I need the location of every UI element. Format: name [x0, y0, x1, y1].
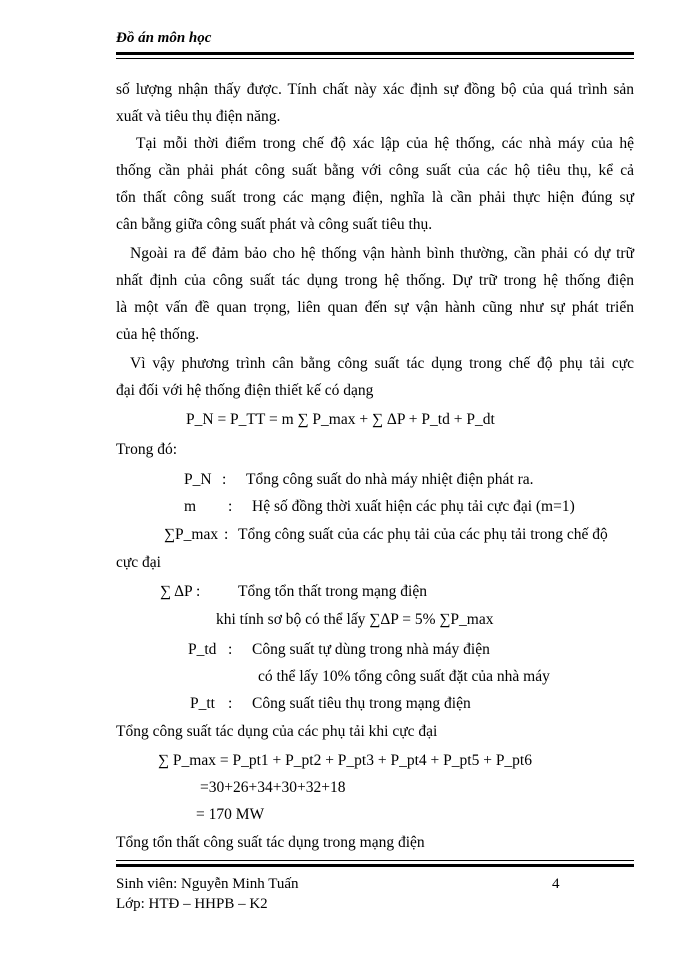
pmax-sum-equation: ∑ P_max = P_pt1 + P_pt2 + P_pt3 + P_pt4 + P_pt5 + P_pt6 [158, 752, 532, 769]
pn-symbol: P_N [184, 471, 212, 488]
m-symbol: m [184, 498, 197, 515]
ptt-definition: Công suất tiêu thụ trong mạng điện [252, 695, 471, 712]
page-number: 4 [552, 876, 560, 892]
paragraph-3-line-2: nhất định của công suất tác dụng trong hệ thống. Dự trữ trong hệ thống điện [116, 272, 634, 289]
footer-rule-thin [116, 860, 634, 861]
paragraph-3-line-4: của hệ thống. [116, 326, 200, 343]
m-definition: Hệ số đồng thời xuất hiện các phụ tải cực đại (m=1) [252, 498, 575, 515]
pmax-heading: Tổng công suất tác dụng của các phụ tải khi cực đại [116, 723, 438, 740]
header-title: Đồ án môn học [116, 30, 212, 46]
delta-p-symbol: ∑ ΔP : [160, 583, 201, 600]
power-balance-equation: P_N = P_TT = m ∑ P_max + ∑ ΔP + P_td + P_dt [186, 411, 495, 428]
ptd-symbol: P_td [188, 641, 217, 658]
pmax-symbol: ∑P_max [164, 526, 219, 543]
paragraph-1-line-2: xuất và tiêu thụ điện năng. [116, 108, 281, 125]
pmax-definition: Tổng công suất của các phụ tải của các phụ tải trong chế độ [238, 526, 608, 543]
pmax-sum-values: =30+26+34+30+32+18 [200, 779, 346, 796]
paragraph-3-line-3: là một vấn đề quan trọng, liên quan đến sự vận hành cũng như sự phát triển [116, 299, 634, 316]
loss-heading: Tổng tổn thất công suất tác dụng trong mạng điện [116, 834, 425, 851]
where-label: Trong đó: [116, 441, 178, 458]
paragraph-4-line-2: đại đối với hệ thống điện thiết kế có dạng [116, 382, 374, 399]
ptd-note: có thể lấy 10% tổng công suất đặt của nhà máy [258, 668, 550, 685]
paragraph-1-line-1: số lượng nhận thấy được. Tính chất này xác định sự đồng bộ của quá trình sản [116, 81, 634, 98]
student-name: Sinh viên: Nguyễn Minh Tuấn [116, 876, 299, 892]
ptd-definition: Công suất tự dùng trong nhà máy điện [252, 641, 490, 658]
paragraph-2-line-4: cân bằng giữa công suất phát và công suất tiêu thụ. [116, 216, 433, 233]
delta-p-definition: Tổng tổn thất trong mạng điện [238, 583, 427, 600]
header-rule-thin [116, 58, 634, 59]
paragraph-4-line-1: Vì vậy phương trình cân bằng công suất tác dụng trong chế độ phụ tải cực [130, 355, 634, 372]
ptt-symbol: P_tt [190, 695, 215, 712]
delta-p-note: khi tính sơ bộ có thể lấy ∑ΔP = 5% ∑P_max [216, 611, 494, 628]
pn-definition: Tổng công suất do nhà máy nhiệt điện phát ra. [246, 471, 534, 488]
footer-rule-thick [116, 864, 634, 867]
paragraph-2-line-3: tổn thất công suất trong các mạng điện, nghĩa là cần phải thực hiện đúng sự [116, 189, 634, 206]
pmax-definition-continued: cực đại [116, 554, 161, 571]
class-label: Lớp: HTĐ – HHPB – K2 [116, 896, 268, 912]
pmax-sum-result: = 170 MW [196, 806, 265, 823]
paragraph-2-line-2: thống cần phải phát công suất bằng với công suất của các hộ tiêu thụ, kể cả [116, 162, 634, 179]
paragraph-3-line-1: Ngoài ra để đảm bảo cho hệ thống vận hành bình thường, cần phải có dự trữ [130, 245, 634, 262]
header-rule-thick [116, 52, 634, 55]
paragraph-2-line-1: Tại mỗi thời điểm trong chế độ xác lập của hệ thống, các nhà máy của hệ [136, 135, 634, 152]
